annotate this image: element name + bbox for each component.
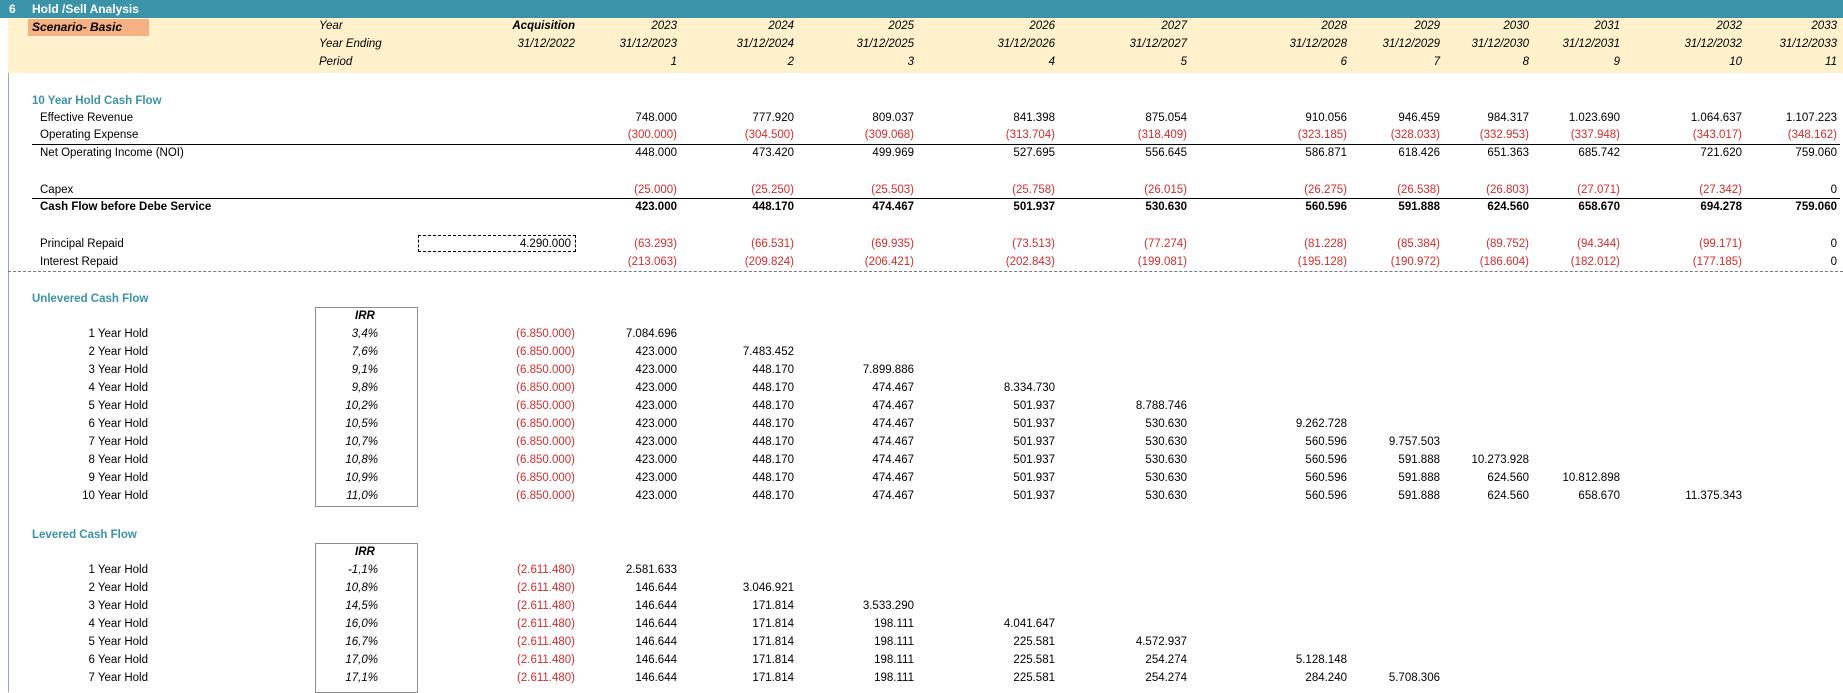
cashflow-cell: (206.421) <box>864 256 914 268</box>
cashflow-cell: 1.023.690 <box>1568 112 1620 124</box>
irr-value: 17,0% <box>345 654 378 666</box>
cashflow-cell: 501.937 <box>1013 454 1055 466</box>
cashflow-cell: 501.937 <box>1013 201 1055 213</box>
acquisition-value: (6.850.000) <box>516 364 575 376</box>
cashflow-cell: 9.757.503 <box>1388 436 1440 448</box>
hold-period-label: 5 Year Hold <box>88 400 148 412</box>
irr-value: 9,8% <box>351 382 378 394</box>
hold-period-label: 3 Year Hold <box>88 364 148 376</box>
header-cell: 2031 <box>1594 20 1620 32</box>
cashflow-cell: 171.814 <box>752 672 794 684</box>
cashflow-cell: 448.170 <box>752 201 794 213</box>
cashflow-row-label: Cash Flow before Debe Service <box>40 201 212 213</box>
irr-value: 9,1% <box>351 364 378 376</box>
irr-header: IRR <box>355 546 375 558</box>
cashflow-cell: 474.467 <box>872 201 914 213</box>
cashflow-cell: (304.500) <box>744 129 794 141</box>
cashflow-cell: (190.972) <box>1390 256 1440 268</box>
cashflow-cell: 501.937 <box>1013 436 1055 448</box>
cashflow-cell: (27.071) <box>1577 184 1620 196</box>
irr-value: 14,5% <box>345 600 378 612</box>
cashflow-cell: (99.171) <box>1699 238 1742 250</box>
cashflow-cell: 474.467 <box>872 454 914 466</box>
irr-value: 16,0% <box>345 618 378 630</box>
cashflow-cell: 423.000 <box>635 454 677 466</box>
left-border <box>8 73 9 692</box>
cashflow-cell: 448.170 <box>752 418 794 430</box>
cashflow-cell: 146.644 <box>635 600 677 612</box>
irr-value: 3,4% <box>351 328 378 340</box>
hold-period-label: 8 Year Hold <box>88 454 148 466</box>
irr-value: 7,6% <box>351 346 378 358</box>
cashflow-cell: 624.560 <box>1487 472 1529 484</box>
cashflow-row-label: Operating Expense <box>40 129 139 141</box>
cashflow-cell: 527.695 <box>1013 147 1055 159</box>
cashflow-cell: (89.752) <box>1486 238 1529 250</box>
cashflow-cell: (182.012) <box>1570 256 1620 268</box>
hold-cash-flow-title: 10 Year Hold Cash Flow <box>32 95 162 107</box>
cashflow-cell: (27.342) <box>1699 184 1742 196</box>
cashflow-cell: 474.467 <box>872 436 914 448</box>
cashflow-cell: 448.170 <box>752 382 794 394</box>
cashflow-cell: 3.046.921 <box>742 582 794 594</box>
header-cell: 2028 <box>1321 20 1347 32</box>
irr-value: 10,5% <box>345 418 378 430</box>
cashflow-cell: 473.420 <box>752 147 794 159</box>
cashflow-cell: 146.644 <box>635 582 677 594</box>
header-cell: 9 <box>1613 56 1620 68</box>
cashflow-cell: 694.278 <box>1700 201 1742 213</box>
levered-cash-flow-title: Levered Cash Flow <box>32 529 137 541</box>
cashflow-cell: 0 <box>1830 238 1837 250</box>
cashflow-cell: 530.630 <box>1145 472 1187 484</box>
cashflow-cell: (81.228) <box>1304 238 1347 250</box>
acquisition-value: (2.611.480) <box>517 618 575 630</box>
header-cell: 31/12/2033 <box>1779 38 1837 50</box>
cashflow-cell: 1.107.223 <box>1785 112 1837 124</box>
cashflow-cell: (26.275) <box>1304 184 1347 196</box>
header-cell: 2025 <box>888 20 914 32</box>
header-cell: 31/12/2031 <box>1562 38 1620 50</box>
header-cell: 2029 <box>1414 20 1440 32</box>
cashflow-cell: (25.758) <box>1012 184 1055 196</box>
header-label: Period <box>319 56 353 68</box>
header-cell: 7 <box>1433 56 1440 68</box>
header-label: Year Ending <box>319 38 382 50</box>
cashflow-cell: 501.937 <box>1013 490 1055 502</box>
cashflow-cell: 3.533.290 <box>862 600 914 612</box>
header-cell: Acquisition <box>512 20 575 32</box>
cashflow-cell: 984.317 <box>1487 112 1529 124</box>
cashflow-row-label: Effective Revenue <box>40 112 134 124</box>
acquisition-value: (6.850.000) <box>516 382 575 394</box>
cashflow-cell: 423.000 <box>635 472 677 484</box>
cashflow-cell: (73.513) <box>1012 238 1055 250</box>
cashflow-cell: 171.814 <box>752 636 794 648</box>
cashflow-cell: (177.185) <box>1692 256 1742 268</box>
header-cell: 2024 <box>768 20 794 32</box>
header-cell: 6 <box>1340 56 1347 68</box>
cashflow-cell: 499.969 <box>872 147 914 159</box>
hold-period-label: 4 Year Hold <box>88 618 148 630</box>
cashflow-cell: 423.000 <box>635 364 677 376</box>
cashflow-cell: (309.068) <box>864 129 914 141</box>
cashflow-cell: 474.467 <box>872 382 914 394</box>
irr-value: -1,1% <box>347 564 378 576</box>
header-cell: 2026 <box>1029 20 1055 32</box>
cashflow-cell: 448.000 <box>635 147 677 159</box>
cashflow-row-label: Interest Repaid <box>40 256 118 268</box>
acquisition-value: (2.611.480) <box>517 654 575 666</box>
cashflow-cell: (343.017) <box>1692 129 1742 141</box>
cashflow-cell: 875.054 <box>1145 112 1187 124</box>
cashflow-cell: 624.560 <box>1487 201 1529 213</box>
header-cell: 31/12/2029 <box>1382 38 1440 50</box>
cashflow-cell: 474.467 <box>872 400 914 412</box>
cashflow-cell: 5.708.306 <box>1388 672 1440 684</box>
cashflow-cell: 11.375.343 <box>1685 490 1742 502</box>
cashflow-cell: 254.274 <box>1145 672 1187 684</box>
irr-value: 17,1% <box>345 672 378 684</box>
hold-period-label: 10 Year Hold <box>82 490 148 502</box>
section-divider <box>8 271 1843 272</box>
header-cell: 2027 <box>1161 20 1187 32</box>
cashflow-cell: (77.274) <box>1144 238 1187 250</box>
cashflow-cell: 198.111 <box>874 672 914 684</box>
cashflow-cell: (85.384) <box>1397 238 1440 250</box>
cashflow-cell: 254.274 <box>1145 654 1187 666</box>
cashflow-cell: (213.063) <box>627 256 677 268</box>
cashflow-cell: 910.056 <box>1305 112 1347 124</box>
cashflow-cell: 423.000 <box>635 400 677 412</box>
header-cell: 31/12/2026 <box>997 38 1055 50</box>
cashflow-cell: (26.538) <box>1397 184 1440 196</box>
hold-period-label: 7 Year Hold <box>88 436 148 448</box>
cashflow-cell: 685.742 <box>1578 147 1620 159</box>
cashflow-cell: (337.948) <box>1570 129 1620 141</box>
header-cell: 31/12/2028 <box>1289 38 1347 50</box>
cashflow-cell: 721.620 <box>1700 147 1742 159</box>
header-cell: 4 <box>1048 56 1055 68</box>
cashflow-cell: (202.843) <box>1005 256 1055 268</box>
irr-value: 10,7% <box>345 436 378 448</box>
cashflow-cell: 560.596 <box>1305 454 1347 466</box>
cashflow-cell: 146.644 <box>635 636 677 648</box>
cashflow-cell: (199.081) <box>1137 256 1187 268</box>
cashflow-cell: 7.483.452 <box>742 346 794 358</box>
cashflow-cell: 171.814 <box>752 618 794 630</box>
acquisition-value: (6.850.000) <box>516 328 575 340</box>
cashflow-cell: 448.170 <box>752 400 794 412</box>
cashflow-cell: (26.015) <box>1144 184 1187 196</box>
unlevered-cash-flow-title: Unlevered Cash Flow <box>32 293 149 305</box>
cashflow-cell: 2.581.633 <box>625 564 677 576</box>
cashflow-cell: (328.033) <box>1390 129 1440 141</box>
cashflow-cell: 586.871 <box>1305 147 1347 159</box>
cashflow-cell: 651.363 <box>1487 147 1529 159</box>
cashflow-cell: (323.185) <box>1297 129 1347 141</box>
cashflow-cell: 423.000 <box>635 418 677 430</box>
hold-period-label: 6 Year Hold <box>88 418 148 430</box>
cashflow-cell: 284.240 <box>1305 672 1347 684</box>
header-cell: 31/12/2030 <box>1471 38 1529 50</box>
header-cell: 8 <box>1522 56 1529 68</box>
irr-value: 16,7% <box>345 636 378 648</box>
header-cell: 10 <box>1729 56 1742 68</box>
cashflow-cell: 591.888 <box>1398 454 1440 466</box>
cashflow-cell: 530.630 <box>1145 490 1187 502</box>
header-cell: 1 <box>670 56 677 68</box>
cashflow-cell: (313.704) <box>1005 129 1055 141</box>
cashflow-cell: 423.000 <box>635 382 677 394</box>
cashflow-cell: 423.000 <box>635 346 677 358</box>
header-cell: 31/12/2027 <box>1129 38 1187 50</box>
cashflow-cell: 171.814 <box>752 600 794 612</box>
hold-period-label: 1 Year Hold <box>88 328 148 340</box>
cashflow-cell: 4.041.647 <box>1003 618 1055 630</box>
cashflow-cell: 0 <box>1830 184 1837 196</box>
header-cell: 31/12/2025 <box>856 38 914 50</box>
cashflow-cell: (25.000) <box>634 184 677 196</box>
cashflow-cell: 501.937 <box>1013 472 1055 484</box>
cashflow-cell: (195.128) <box>1297 256 1347 268</box>
header-cell: 31/12/2032 <box>1684 38 1742 50</box>
cashflow-cell: 624.560 <box>1487 490 1529 502</box>
hold-period-label: 9 Year Hold <box>88 472 148 484</box>
cashflow-cell: 423.000 <box>635 490 677 502</box>
cashflow-cell: 146.644 <box>635 618 677 630</box>
cashflow-cell: 501.937 <box>1013 400 1055 412</box>
cashflow-cell: 448.170 <box>752 490 794 502</box>
cashflow-cell: 171.814 <box>752 654 794 666</box>
irr-value: 10,2% <box>345 400 378 412</box>
cashflow-cell: 658.670 <box>1578 201 1620 213</box>
scenario-label[interactable]: Scenario- Basic <box>28 19 149 36</box>
cashflow-cell: (186.604) <box>1479 256 1529 268</box>
cashflow-cell: (69.935) <box>871 238 914 250</box>
acquisition-value: (6.850.000) <box>516 436 575 448</box>
cashflow-cell: 474.467 <box>872 490 914 502</box>
cashflow-cell: 225.581 <box>1013 636 1055 648</box>
header-cell: 5 <box>1180 56 1187 68</box>
cashflow-cell: (66.531) <box>751 238 794 250</box>
cashflow-cell: 530.630 <box>1145 201 1187 213</box>
cashflow-cell: 777.920 <box>752 112 794 124</box>
cashflow-cell: 225.581 <box>1013 654 1055 666</box>
acquisition-value: (6.850.000) <box>516 454 575 466</box>
cashflow-cell: (63.293) <box>634 238 677 250</box>
header-cell: 3 <box>907 56 914 68</box>
hold-period-label: 2 Year Hold <box>88 582 148 594</box>
cashflow-cell: 591.888 <box>1398 490 1440 502</box>
cashflow-cell: 946.459 <box>1398 112 1440 124</box>
cashflow-cell: 560.596 <box>1305 201 1347 213</box>
cashflow-cell: 841.398 <box>1013 112 1055 124</box>
cashflow-cell: 591.888 <box>1398 201 1440 213</box>
cashflow-cell: 748.000 <box>635 112 677 124</box>
header-cell: 31/12/2022 <box>517 38 575 50</box>
cashflow-cell: 759.060 <box>1795 201 1837 213</box>
acquisition-value: (2.611.480) <box>517 582 575 594</box>
cashflow-cell: 225.581 <box>1013 672 1055 684</box>
header-cell: 2032 <box>1716 20 1742 32</box>
loan-amount-value: 4.290.000 <box>519 238 571 250</box>
cashflow-cell: 1.064.637 <box>1690 112 1742 124</box>
cashflow-cell: 146.644 <box>635 672 677 684</box>
cfbds-rule <box>32 198 1840 199</box>
cashflow-cell: 146.644 <box>635 654 677 666</box>
cashflow-cell: (348.162) <box>1787 129 1837 141</box>
cashflow-cell: 198.111 <box>874 636 914 648</box>
cashflow-cell: 530.630 <box>1145 418 1187 430</box>
header-cell: 31/12/2024 <box>736 38 794 50</box>
header-cell: 2030 <box>1503 20 1529 32</box>
cashflow-cell: 8.334.730 <box>1003 382 1055 394</box>
cashflow-cell: 0 <box>1830 256 1837 268</box>
cashflow-cell: 448.170 <box>752 364 794 376</box>
cashflow-row-label: Capex <box>40 184 74 196</box>
section-number: 6 <box>9 2 16 16</box>
cashflow-cell: 474.467 <box>872 418 914 430</box>
cashflow-cell: 10.273.928 <box>1471 454 1529 466</box>
cashflow-row-label: Principal Repaid <box>40 238 124 250</box>
acquisition-value: (2.611.480) <box>517 672 575 684</box>
irr-header: IRR <box>355 310 375 322</box>
cashflow-cell: 198.111 <box>874 618 914 630</box>
cashflow-cell: 560.596 <box>1305 490 1347 502</box>
cashflow-cell: 198.111 <box>874 654 914 666</box>
cashflow-cell: (25.250) <box>751 184 794 196</box>
cashflow-cell: 474.467 <box>872 472 914 484</box>
cashflow-cell: 809.037 <box>872 112 914 124</box>
irr-value: 10,8% <box>345 582 378 594</box>
cashflow-cell: 4.572.937 <box>1135 636 1187 648</box>
acquisition-value: (2.611.480) <box>517 636 575 648</box>
cashflow-cell: 7.084.696 <box>625 328 677 340</box>
cashflow-cell: (26.803) <box>1486 184 1529 196</box>
cashflow-cell: 7.899.886 <box>862 364 914 376</box>
cashflow-cell: 448.170 <box>752 436 794 448</box>
cashflow-cell: 530.630 <box>1145 436 1187 448</box>
cashflow-cell: 530.630 <box>1145 454 1187 466</box>
hold-period-label: 1 Year Hold <box>88 564 148 576</box>
header-cell: 11 <box>1825 56 1837 68</box>
acquisition-value: (2.611.480) <box>517 600 575 612</box>
cashflow-cell: (209.824) <box>744 256 794 268</box>
cashflow-cell: 423.000 <box>635 436 677 448</box>
cashflow-cell: 759.060 <box>1795 147 1837 159</box>
hold-period-label: 2 Year Hold <box>88 346 148 358</box>
acquisition-value: (6.850.000) <box>516 346 575 358</box>
header-cell: 2023 <box>651 20 677 32</box>
cashflow-cell: 448.170 <box>752 454 794 466</box>
header-cell: 2033 <box>1811 20 1837 32</box>
cashflow-cell: 501.937 <box>1013 418 1055 430</box>
cashflow-cell: (25.503) <box>871 184 914 196</box>
cashflow-cell: 9.262.728 <box>1295 418 1347 430</box>
cashflow-cell: 618.426 <box>1398 147 1440 159</box>
cashflow-cell: 658.670 <box>1578 490 1620 502</box>
header-label: Year <box>319 20 343 32</box>
noi-rule <box>32 144 1840 145</box>
acquisition-value: (6.850.000) <box>516 472 575 484</box>
irr-value: 10,8% <box>345 454 378 466</box>
cashflow-cell: (318.409) <box>1137 129 1187 141</box>
cashflow-row-label: Net Operating Income (NOI) <box>40 147 184 159</box>
irr-value: 10,9% <box>345 472 378 484</box>
cashflow-cell: (332.953) <box>1479 129 1529 141</box>
cashflow-cell: 560.596 <box>1305 472 1347 484</box>
hold-period-label: 7 Year Hold <box>88 672 148 684</box>
hold-period-label: 5 Year Hold <box>88 636 148 648</box>
acquisition-value: (6.850.000) <box>516 418 575 430</box>
cashflow-cell: 5.128.148 <box>1295 654 1347 666</box>
sheet-title: Hold /Sell Analysis <box>32 2 139 16</box>
cashflow-cell: 591.888 <box>1398 472 1440 484</box>
header-cell: 31/12/2023 <box>619 38 677 50</box>
hold-period-label: 3 Year Hold <box>88 600 148 612</box>
sheet-title-bar <box>0 0 1843 18</box>
cashflow-cell: 10.812.898 <box>1562 472 1620 484</box>
cashflow-cell: (300.000) <box>627 129 677 141</box>
acquisition-value: (6.850.000) <box>516 400 575 412</box>
header-cell: 2 <box>787 56 794 68</box>
cashflow-cell: 448.170 <box>752 472 794 484</box>
acquisition-value: (6.850.000) <box>516 490 575 502</box>
cashflow-cell: 556.645 <box>1145 147 1187 159</box>
cashflow-cell: 560.596 <box>1305 436 1347 448</box>
hold-period-label: 6 Year Hold <box>88 654 148 666</box>
cashflow-cell: 8.788.746 <box>1135 400 1187 412</box>
hold-period-label: 4 Year Hold <box>88 382 148 394</box>
irr-value: 11,0% <box>346 490 378 502</box>
cashflow-cell: (94.344) <box>1577 238 1620 250</box>
acquisition-value: (2.611.480) <box>517 564 575 576</box>
cashflow-cell: 423.000 <box>635 201 677 213</box>
